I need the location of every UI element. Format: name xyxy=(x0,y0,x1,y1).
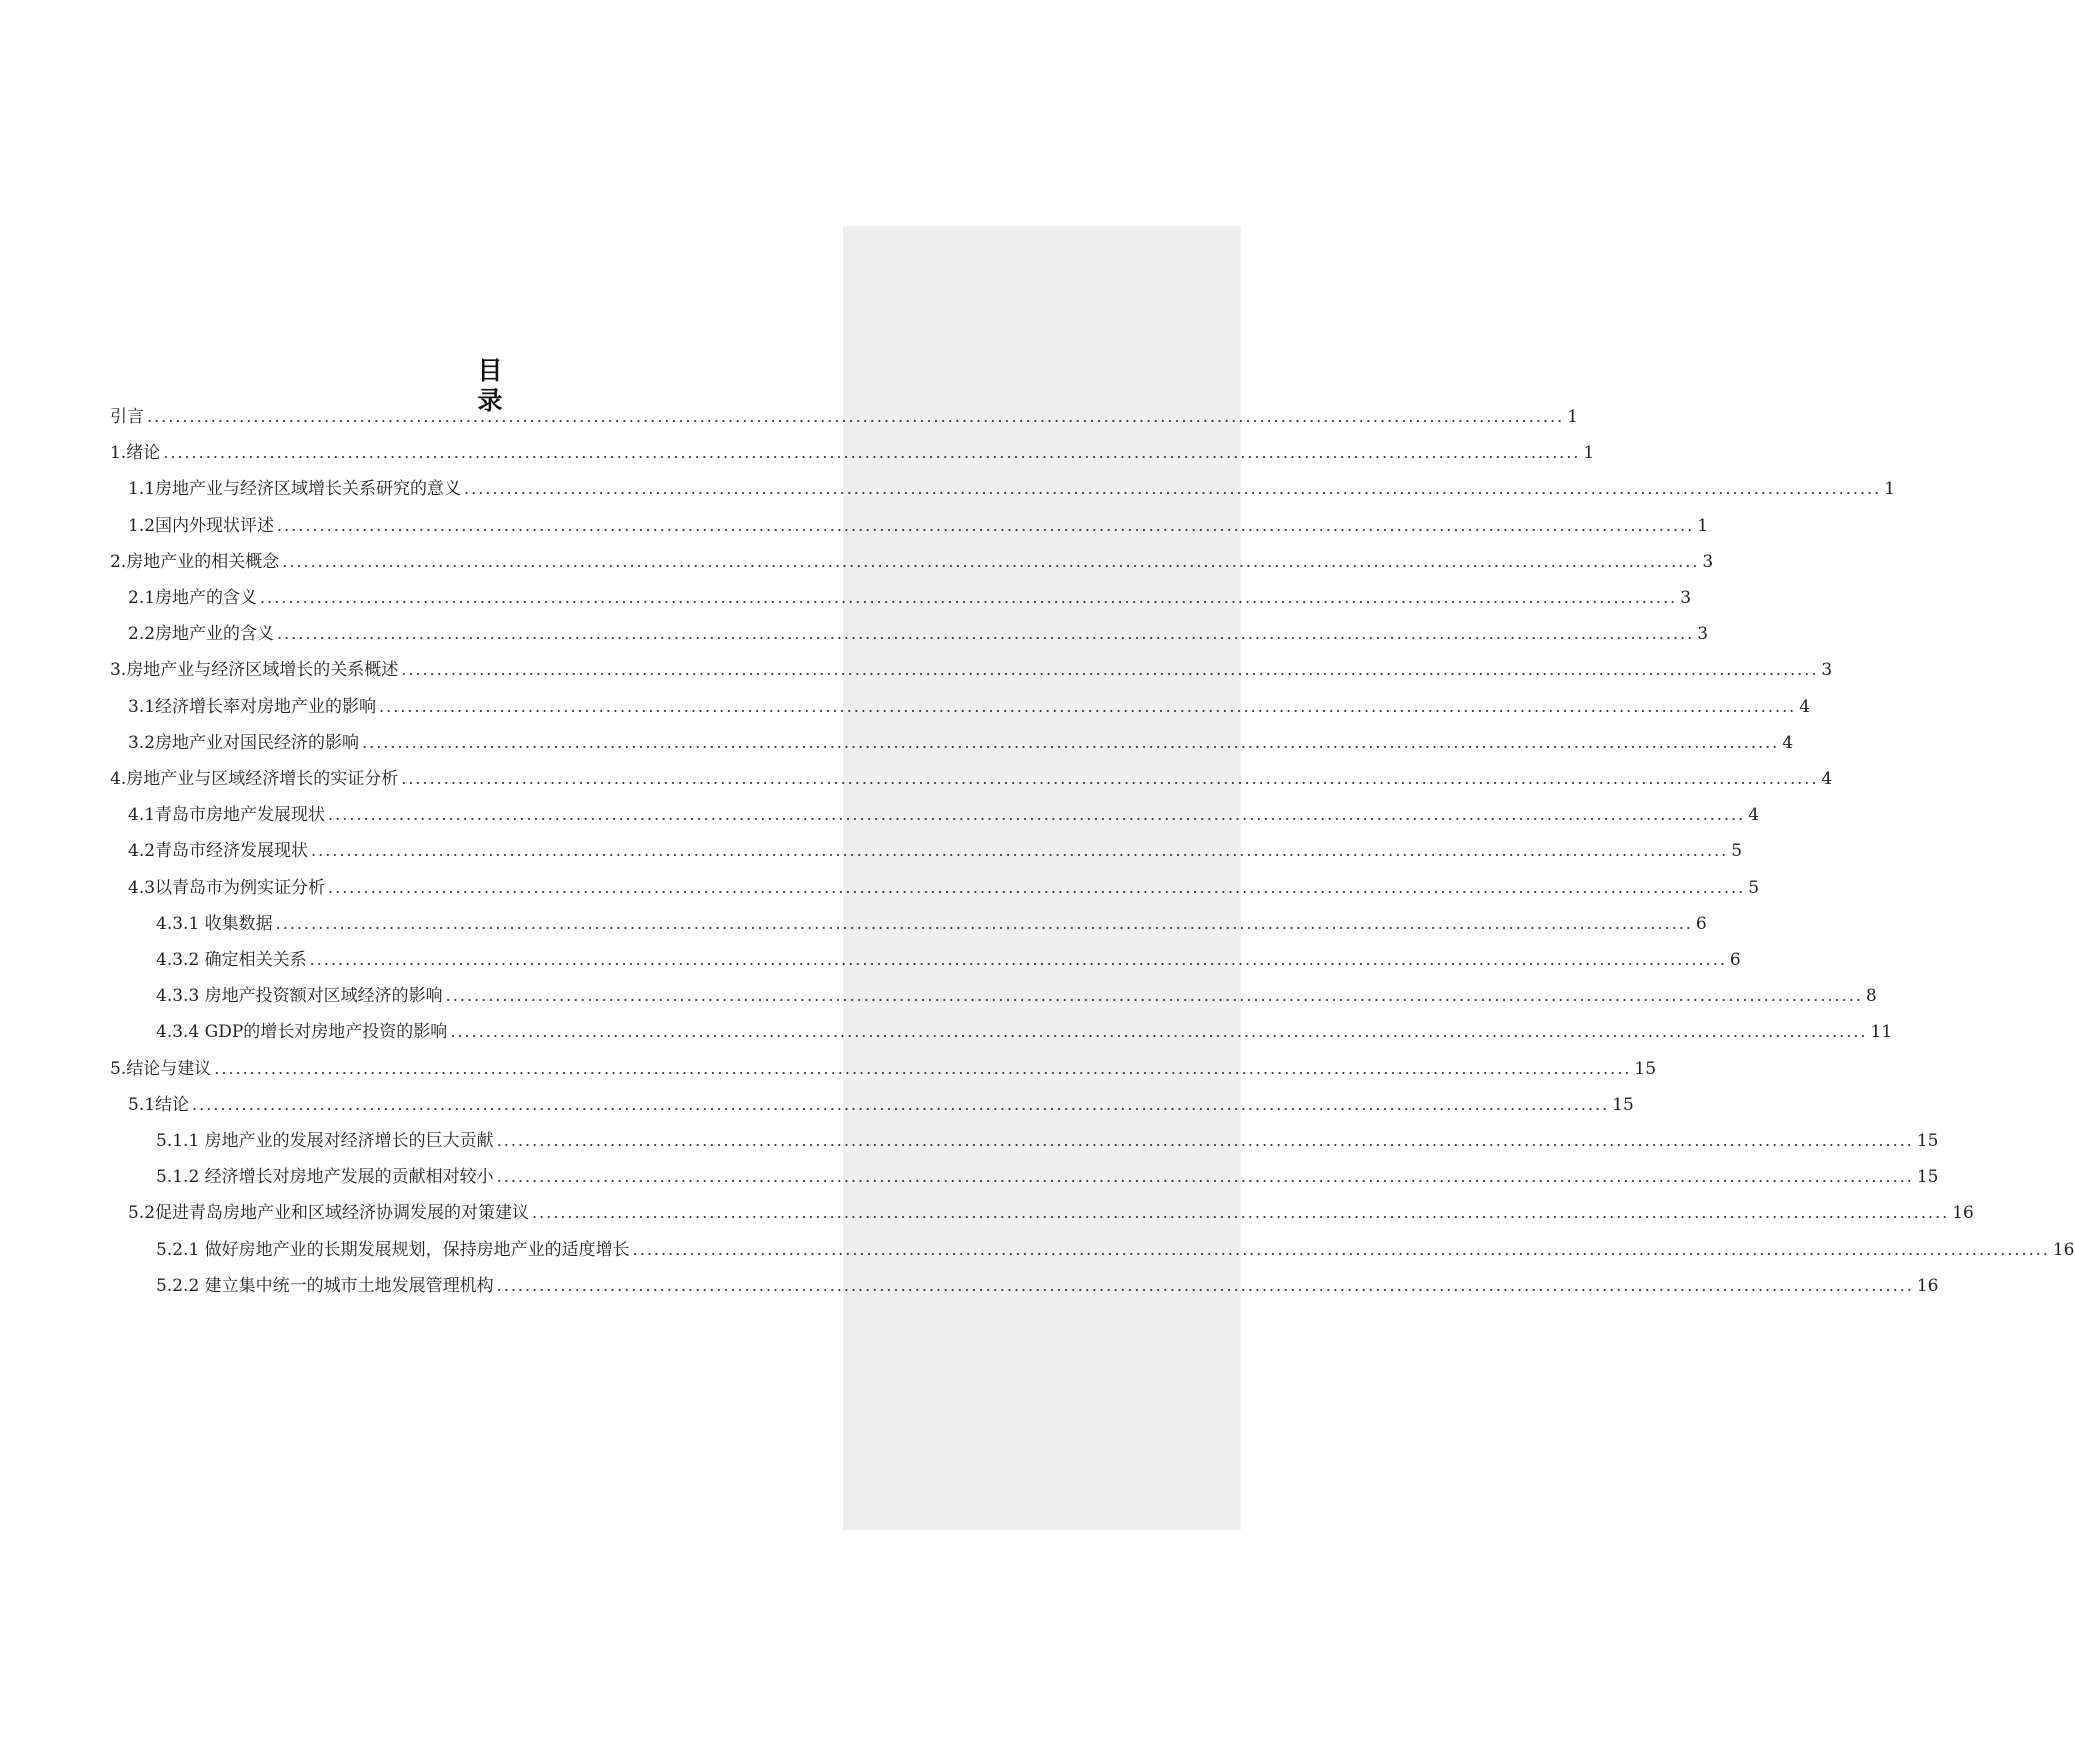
toc-leader-dots: ........................................................................................................................................................................................................ xyxy=(496,1276,1914,1295)
toc-entry-page: 1 xyxy=(1567,407,1579,427)
toc-entry-page: 1 xyxy=(1583,443,1595,463)
toc-entry[interactable] xyxy=(156,1019,1893,1045)
toc-leader-dots: ........................................................................................................................................................................................................ xyxy=(147,407,1565,426)
toc-entry-page: 4 xyxy=(1821,769,1833,789)
toc-entry-page: 16 xyxy=(1916,1276,1939,1296)
toc-leader-dots: ........................................................................................................................................................................................................ xyxy=(309,950,1727,969)
toc-entry[interactable] xyxy=(156,1273,1939,1299)
toc-entry[interactable] xyxy=(156,1237,2075,1263)
toc-leader-dots: ........................................................................................................................................................................................................ xyxy=(277,624,1695,643)
toc-entry-text: 5.1结论 xyxy=(128,1095,190,1115)
toc-entry-text: 1.1房地产业与经济区域增长关系研究的意义 xyxy=(128,479,462,499)
toc-entry[interactable] xyxy=(156,1164,1939,1190)
toc-entry-text: 2.房地产业的相关概念 xyxy=(110,552,280,572)
toc-entry-text: 5.结论与建议 xyxy=(110,1059,212,1079)
toc-entry-page: 8 xyxy=(1865,986,1877,1006)
toc-entry-text: 4.3.4 GDP的增长对房地产投资的影响 xyxy=(156,1022,448,1042)
toc-leader-dots: ........................................................................................................................................................................................................ xyxy=(362,733,1780,752)
toc-entry[interactable] xyxy=(128,1200,1974,1226)
toc-entry-text: 4.2青岛市经济发展现状 xyxy=(128,841,309,861)
toc-entry[interactable] xyxy=(110,404,1579,430)
toc-entry-text: 3.1经济增长率对房地产业的影响 xyxy=(128,697,377,717)
toc-entry-text: 5.1.2 经济增长对房地产发展的贡献相对较小 xyxy=(156,1167,494,1187)
toc-entry-text: 4.1青岛市房地产发展现状 xyxy=(128,805,326,825)
toc-entry-page: 1 xyxy=(1884,479,1896,499)
toc-entry-page: 4 xyxy=(1748,805,1760,825)
toc-entry[interactable] xyxy=(128,730,1794,756)
toc-entry[interactable] xyxy=(128,1092,1634,1118)
toc-leader-dots: ........................................................................................................................................................................................................ xyxy=(328,878,1746,897)
toc-leader-dots: ........................................................................................................................................................................................................ xyxy=(532,1203,1950,1222)
toc-entry-page: 11 xyxy=(1870,1022,1893,1042)
toc-entry-text: 1.绪论 xyxy=(110,443,161,463)
toc-leader-dots: ........................................................................................................................................................................................................ xyxy=(401,660,1819,679)
toc-entry-text: 4.3.1 收集数据 xyxy=(156,914,273,934)
toc-entry[interactable] xyxy=(110,549,1714,575)
toc-entry-page: 15 xyxy=(1612,1095,1634,1115)
toc-entry-text: 4.3以青岛市为例实证分析 xyxy=(128,878,326,898)
toc-entry-page: 15 xyxy=(1634,1059,1657,1079)
toc-entry-page: 6 xyxy=(1695,914,1707,934)
toc-entry-text: 4.3.2 确定相关关系 xyxy=(156,950,307,970)
toc-leader-dots: ........................................................................................................................................................................................................ xyxy=(379,697,1797,716)
toc-entry-page: 5 xyxy=(1748,878,1760,898)
toc-entry-page: 1 xyxy=(1697,516,1709,536)
toc-leader-dots: ........................................................................................................................................................................................................ xyxy=(328,805,1746,824)
toc-leader-dots: ........................................................................................................................................................................................................ xyxy=(450,1022,1868,1041)
toc-entry-page: 4 xyxy=(1799,697,1811,717)
toc-entry-text: 1.2国内外现状评述 xyxy=(128,516,275,536)
toc-entry-page: 16 xyxy=(2052,1240,2075,1260)
toc-entry[interactable] xyxy=(156,983,1877,1009)
toc-leader-dots: ........................................................................................................................................................................................................ xyxy=(282,552,1700,571)
toc-entry-page: 15 xyxy=(1916,1131,1939,1151)
toc-entry[interactable] xyxy=(128,802,1760,828)
toc-leader-dots: ........................................................................................................................................................................................................ xyxy=(445,986,1863,1005)
toc-entry-text: 3.2房地产业对国民经济的影响 xyxy=(128,733,360,753)
toc-entry-text: 4.房地产业与区域经济增长的实证分析 xyxy=(110,769,399,789)
toc-leader-dots: ........................................................................................................................................................................................................ xyxy=(275,914,1693,933)
toc-entry-page: 3 xyxy=(1680,588,1692,608)
toc-entry[interactable] xyxy=(128,513,1709,539)
toc-leader-dots: ........................................................................................................................................................................................................ xyxy=(163,443,1581,462)
toc-entry-text: 2.1房地产的含义 xyxy=(128,588,258,608)
toc-entry-page: 16 xyxy=(1952,1203,1974,1223)
toc-entry-page: 5 xyxy=(1731,841,1743,861)
toc-entry[interactable] xyxy=(128,694,1811,720)
toc-entry-text: 5.2.2 建立集中统一的城市土地发展管理机构 xyxy=(156,1276,494,1296)
toc-entry[interactable] xyxy=(128,838,1743,864)
toc-entry[interactable] xyxy=(110,440,1595,466)
toc-leader-dots: ........................................................................................................................................................................................................ xyxy=(260,588,1678,607)
page-title: 目 录 xyxy=(477,356,541,415)
toc-entry-page: 6 xyxy=(1729,950,1741,970)
toc-leader-dots: ........................................................................................................................................................................................................ xyxy=(632,1240,2050,1259)
toc-leader-dots: ........................................................................................................................................................................................................ xyxy=(464,479,1882,498)
toc-entry[interactable] xyxy=(128,875,1760,901)
toc-entry-text: 5.2促进青岛房地产业和区域经济协调发展的对策建议 xyxy=(128,1203,530,1223)
toc-leader-dots: ........................................................................................................................................................................................................ xyxy=(214,1059,1632,1078)
toc-entry[interactable] xyxy=(110,657,1833,683)
toc-entry[interactable] xyxy=(128,476,1896,502)
toc-entry-text: 5.1.1 房地产业的发展对经济增长的巨大贡献 xyxy=(156,1131,494,1151)
toc-entry[interactable] xyxy=(156,911,1707,937)
toc-entry[interactable] xyxy=(110,766,1833,792)
toc-leader-dots: ........................................................................................................................................................................................................ xyxy=(496,1131,1914,1150)
toc-entry-page: 3 xyxy=(1702,552,1714,572)
toc-leader-dots: ........................................................................................................................................................................................................ xyxy=(192,1095,1610,1114)
toc-entry-text: 4.3.3 房地产投资额对区域经济的影响 xyxy=(156,986,443,1006)
toc-entry-text: 5.2.1 做好房地产业的长期发展规划，保持房地产业的适度增长 xyxy=(156,1240,630,1260)
toc-entry-page: 3 xyxy=(1697,624,1709,644)
toc-entry[interactable] xyxy=(128,621,1709,647)
toc-entry[interactable] xyxy=(156,1128,1939,1154)
toc-entry-page: 3 xyxy=(1821,660,1833,680)
toc-leader-dots: ........................................................................................................................................................................................................ xyxy=(496,1167,1914,1186)
toc-leader-dots: ........................................................................................................................................................................................................ xyxy=(311,841,1729,860)
toc-entry-text: 引言 xyxy=(110,407,144,427)
toc-entry[interactable] xyxy=(110,1056,1657,1082)
toc-leader-dots: ........................................................................................................................................................................................................ xyxy=(401,769,1819,788)
toc-entry[interactable] xyxy=(128,585,1692,611)
toc-entry[interactable] xyxy=(156,947,1741,973)
toc-entry-page: 15 xyxy=(1916,1167,1939,1187)
toc-entry-page: 4 xyxy=(1782,733,1794,753)
toc-leader-dots: ........................................................................................................................................................................................................ xyxy=(277,516,1695,535)
toc-entry-text: 3.房地产业与经济区域增长的关系概述 xyxy=(110,660,399,680)
toc-entry-text: 2.2房地产业的含义 xyxy=(128,624,275,644)
